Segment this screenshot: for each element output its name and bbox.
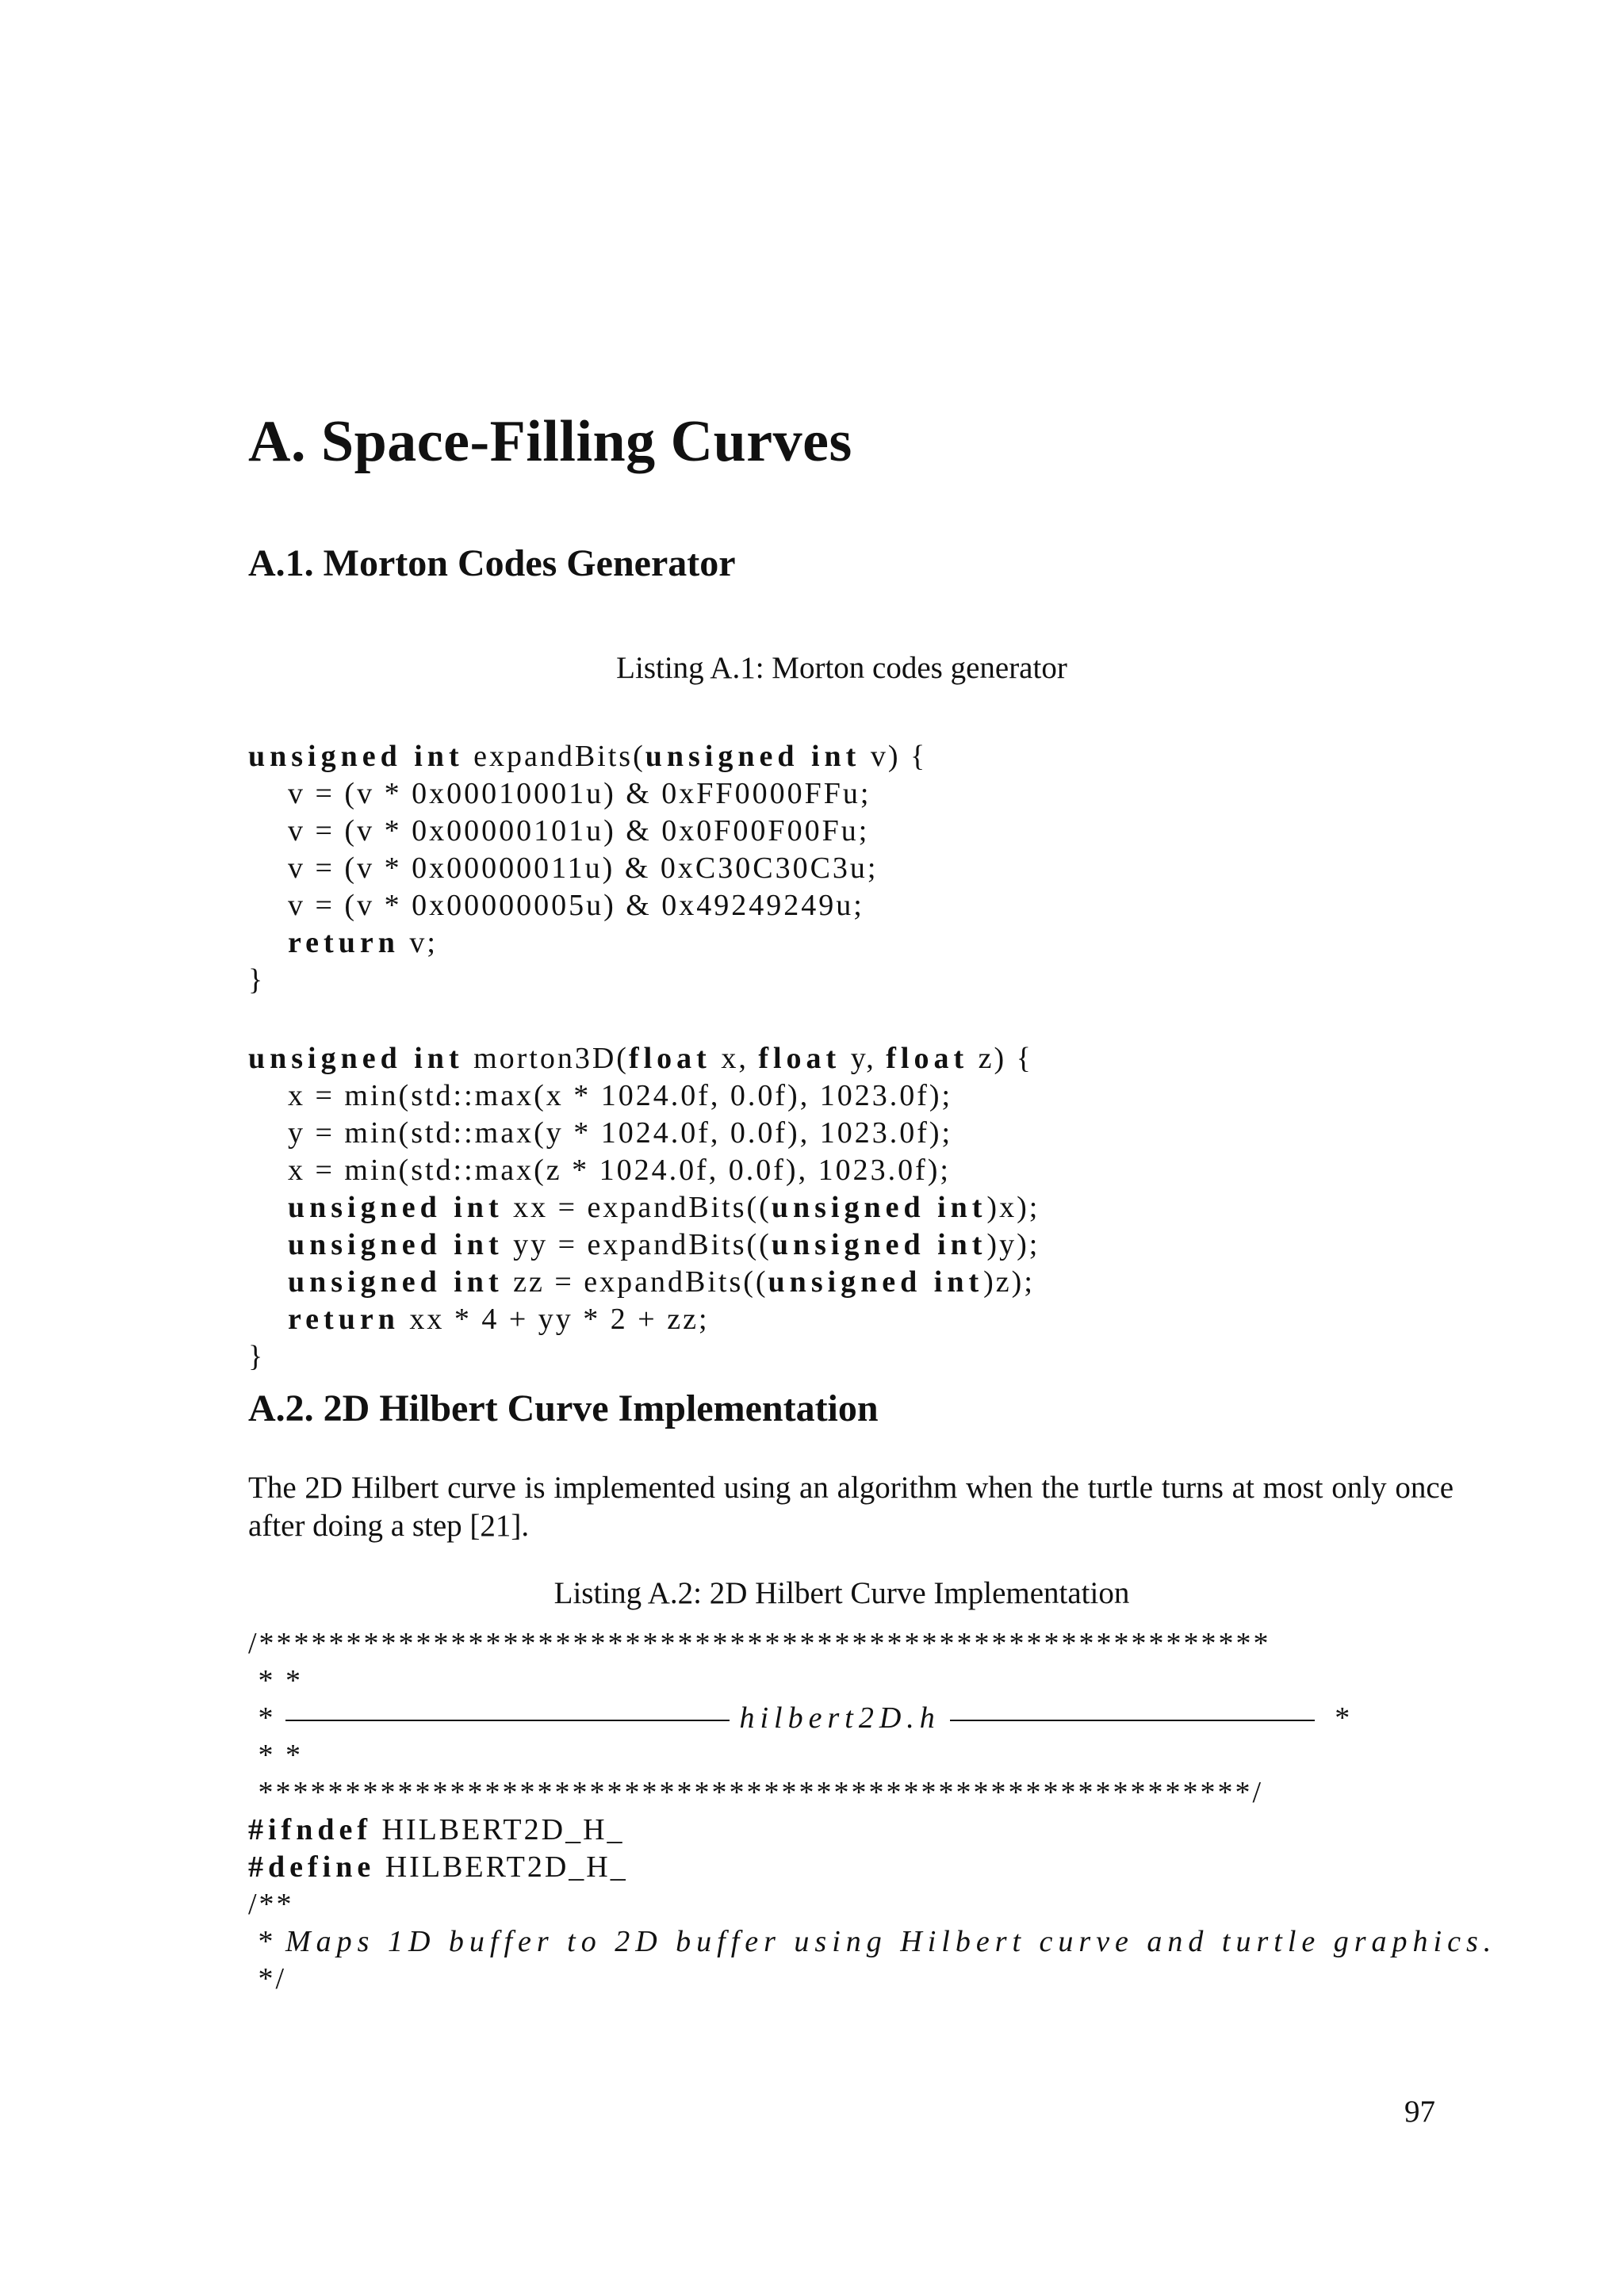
code-text: x,: [710, 1042, 759, 1075]
code-line: [248, 850, 927, 887]
code-text: v = (v * 0x00000011u) & 0xC30C30C3u;: [248, 851, 879, 885]
code-keyword: return: [288, 926, 400, 959]
listing-caption-morton: Listing A.1: Morton codes generator: [616, 651, 1067, 685]
comment-rule: [285, 1720, 730, 1721]
code-line: [248, 1625, 1496, 1663]
code-keyword: float: [886, 1042, 969, 1075]
code-text: *: [248, 1925, 285, 1958]
code-keyword: #define: [248, 1850, 376, 1884]
section-title-morton: A.1. Morton Codes Generator: [248, 542, 736, 584]
code-line: [248, 1961, 1496, 1998]
code-text: )z);: [983, 1265, 1035, 1299]
code-keyword: #ifndef: [248, 1813, 372, 1846]
code-line: [248, 738, 927, 775]
code-text: v = (v * 0x00000101u) & 0x0F00F00Fu;: [248, 814, 870, 848]
code-text: v) {: [860, 740, 928, 773]
code-text: [730, 1701, 740, 1735]
code-keyword: unsigned int: [771, 1228, 987, 1261]
code-text: expandBits(: [463, 740, 645, 773]
code-line: [248, 962, 927, 999]
code-text: xx = expandBits((: [503, 1191, 772, 1224]
code-text: [248, 1191, 288, 1224]
code-text: [940, 1701, 951, 1735]
code-text: /**********************************************************: [248, 1627, 1271, 1660]
code-line: [248, 924, 927, 962]
paragraph-hilbert: The 2D Hilbert curve is implemented using an algorithm when the turtle turns at most only once after doing a step [21].: [248, 1471, 1454, 1543]
code-text: [248, 1265, 288, 1299]
code-text: *********************************************************/: [248, 1776, 1264, 1809]
code-line: [248, 1301, 1040, 1338]
code-line: [248, 1774, 1496, 1812]
code-line: [248, 1663, 1496, 1700]
page-number: 97: [1404, 2095, 1435, 2129]
code-comment: Maps 1D buffer to 2D buffer using Hilbert curve and turtle graphics.: [285, 1925, 1497, 1958]
code-text: yy = expandBits((: [503, 1228, 772, 1261]
code-text: x = min(std::max(z * 1024.0f, 0.0f), 1023.0f);: [248, 1154, 951, 1187]
comment-rule: [950, 1720, 1315, 1721]
code-line: [248, 1700, 1496, 1737]
code-line: [248, 1849, 1496, 1886]
code-text: /**: [248, 1888, 294, 1921]
code-line: [248, 1812, 1496, 1849]
code-line: [248, 1152, 1040, 1189]
code-text: */: [248, 1962, 287, 1996]
code-text: * *: [248, 1739, 303, 1772]
code-line: [248, 1040, 1040, 1077]
code-text: z) {: [968, 1042, 1033, 1075]
section-title-hilbert: A.2. 2D Hilbert Curve Implementation: [248, 1387, 879, 1429]
code-text: )x);: [986, 1191, 1040, 1224]
code-text: HILBERT2D_H_: [375, 1850, 628, 1884]
code-text: HILBERT2D_H_: [372, 1813, 625, 1846]
chapter-title: A. Space-Filling Curves: [248, 409, 852, 474]
code-keyword: float: [628, 1042, 711, 1075]
code-text: v = (v * 0x00010001u) & 0xFF0000FFu;: [248, 777, 871, 810]
code-text: xx * 4 + yy * 2 + zz;: [399, 1303, 710, 1336]
code-keyword: unsigned int: [645, 740, 861, 773]
code-expandbits: [248, 738, 927, 999]
code-hilbert2d: [248, 1625, 1496, 1998]
code-line: [248, 1226, 1040, 1264]
code-keyword: unsigned int: [248, 1042, 464, 1075]
code-line: [248, 1264, 1040, 1301]
code-line: [248, 813, 927, 850]
code-text: x = min(std::max(x * 1024.0f, 0.0f), 1023.0f);: [248, 1079, 953, 1112]
code-text: v = (v * 0x00000005u) & 0x49249249u;: [248, 889, 864, 922]
code-keyword: unsigned int: [288, 1228, 504, 1261]
code-text: [248, 926, 288, 959]
code-text: )y);: [986, 1228, 1040, 1261]
code-text: y,: [841, 1042, 887, 1075]
code-morton3d: [248, 1040, 1040, 1376]
code-keyword: float: [758, 1042, 841, 1075]
code-text: [248, 1303, 288, 1336]
code-keyword: unsigned int: [288, 1191, 504, 1224]
code-text: }: [248, 963, 266, 997]
listing-caption-hilbert: Listing A.2: 2D Hilbert Curve Implementation: [553, 1576, 1130, 1610]
code-line: [248, 1737, 1496, 1774]
code-keyword: unsigned int: [288, 1265, 504, 1299]
code-line: [248, 1338, 1040, 1376]
code-line: [248, 1923, 1496, 1961]
code-text: *: [1315, 1701, 1353, 1735]
code-text: [248, 1228, 288, 1261]
code-line: [248, 1115, 1040, 1152]
code-keyword: unsigned int: [768, 1265, 984, 1299]
code-comment: hilbert2D.h: [739, 1701, 940, 1735]
code-text: *: [248, 1701, 285, 1735]
code-keyword: unsigned int: [248, 740, 464, 773]
code-text: morton3D(: [463, 1042, 629, 1075]
code-line: [248, 887, 927, 924]
code-text: }: [248, 1340, 266, 1373]
code-text: * *: [248, 1664, 303, 1697]
code-line: [248, 775, 927, 813]
code-text: y = min(std::max(y * 1024.0f, 0.0f), 1023.0f);: [248, 1116, 953, 1150]
code-line: [248, 1886, 1496, 1923]
code-keyword: unsigned int: [771, 1191, 987, 1224]
code-line: [248, 1189, 1040, 1226]
code-keyword: return: [288, 1303, 400, 1336]
code-text: v;: [399, 926, 438, 959]
code-text: zz = expandBits((: [503, 1265, 768, 1299]
code-line: [248, 1077, 1040, 1115]
